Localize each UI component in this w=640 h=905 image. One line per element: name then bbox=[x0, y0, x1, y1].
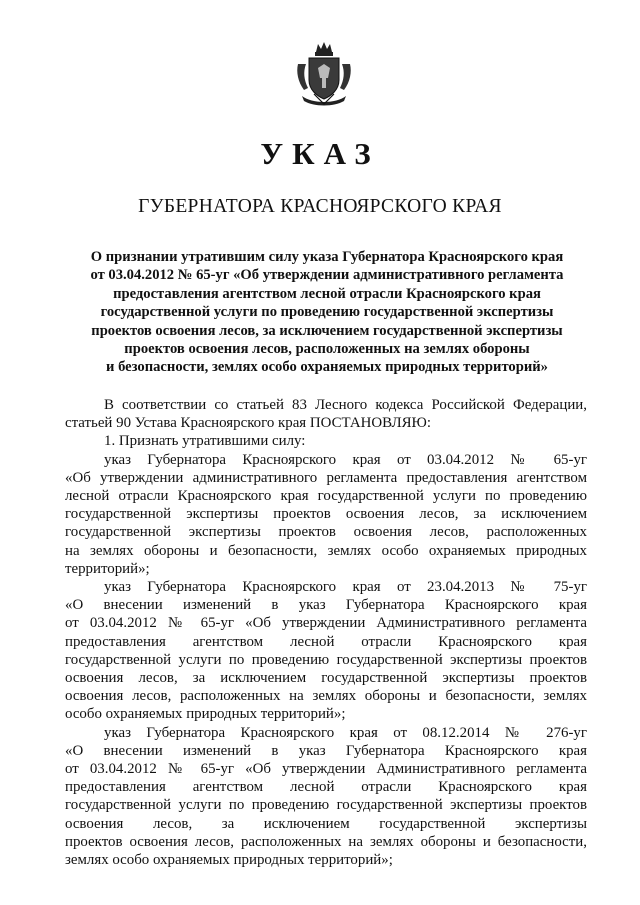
body-line: государственной экспертизы проектов освоения лесов, за исключением bbox=[65, 506, 587, 523]
body-line: освоения лесов, за исключением государственной экспертизы bbox=[65, 815, 587, 832]
body-line: 1. Признать утратившими силу: bbox=[104, 433, 306, 450]
body-line: государственной услуги по проведению государственной экспертизы проектов bbox=[65, 651, 587, 668]
body-line: государственной услуги по проведению государственной экспертизы проектов bbox=[65, 797, 587, 814]
body-line: «Об утверждении административного регламента предоставления агентством bbox=[65, 469, 587, 486]
preamble-paragraph bbox=[65, 396, 587, 432]
body-line: проектов освоения лесов, расположенных на землях обороны и безопасности, bbox=[65, 833, 587, 850]
body-line: указ Губернатора Красноярского края от 23.04.2013 № 75-уг bbox=[104, 579, 587, 596]
body-line: освоения лесов, расположенных на землях обороны и безопасности, землях bbox=[65, 688, 587, 705]
body-line: территорий»; bbox=[65, 560, 150, 577]
body-line: «О внесении изменений в указ Губернатора Красноярского края bbox=[65, 742, 587, 759]
document-heading bbox=[64, 248, 590, 377]
coat-of-arms-emblem bbox=[294, 38, 354, 108]
document-title: УКАЗ bbox=[260, 136, 380, 171]
clause-1-paragraph bbox=[65, 432, 587, 450]
body-line: землях особо охраняемых природных территорий»; bbox=[65, 852, 393, 869]
body-line: государственной экспертизы проектов освоения лесов, расположенных bbox=[65, 524, 587, 541]
document-issuer: ГУБЕРНАТОРА КРАСНОЯРСКОГО КРАЯ bbox=[138, 196, 502, 217]
body-line: освоения лесов, за исключением государственной экспертизы проектов bbox=[65, 670, 587, 687]
body-line: лесной отрасли Красноярского края государственной услуги по проведению bbox=[65, 488, 587, 505]
heading-line: и безопасности, землях особо охраняемых природных территорий» bbox=[106, 359, 548, 376]
heading-line: предоставления агентством лесной отрасли Красноярского края bbox=[113, 285, 541, 302]
body-line: В соответствии со статьей 83 Лесного кодекса Российской Федерации, bbox=[104, 397, 587, 413]
body-line: указ Губернатора Красноярского края от 03.04.2012 № 65-уг bbox=[104, 451, 587, 468]
document-body bbox=[65, 396, 587, 869]
repealed-decree-1 bbox=[65, 451, 587, 578]
body-line: от 03.04.2012 № 65-уг «Об утверждении Административного регламента bbox=[65, 761, 587, 778]
repealed-decree-2 bbox=[65, 578, 587, 724]
body-line: на землях обороны и безопасности, землях особо охраняемых природных bbox=[65, 542, 587, 559]
body-line: от 03.04.2012 № 65-уг «Об утверждении Административного регламента bbox=[65, 615, 587, 632]
body-line: «О внесении изменений в указ Губернатора Красноярского края bbox=[65, 597, 587, 614]
heading-line: проектов освоения лесов, расположенных на землях обороны bbox=[124, 341, 530, 358]
heading-line: О признании утратившим силу указа Губернатора Красноярского края bbox=[90, 249, 564, 265]
body-line: указ Губернатора Красноярского края от 08.12.2014 № 276-уг bbox=[104, 724, 587, 741]
body-line: предоставления агентством лесной отрасли Красноярского края bbox=[65, 633, 587, 650]
heading-line: от 03.04.2012 № 65-уг «Об утверждении административного регламента bbox=[90, 267, 564, 284]
body-line: особо охраняемых природных территорий»; bbox=[65, 706, 346, 723]
body-line: предоставления агентством лесной отрасли Красноярского края bbox=[65, 779, 587, 796]
repealed-decree-3 bbox=[65, 724, 587, 870]
body-line: статьей 90 Устава Красноярского края ПОСТАНОВЛЯЮ: bbox=[65, 415, 431, 432]
heading-line: проектов освоения лесов, за исключением государственной экспертизы bbox=[91, 322, 563, 339]
heading-line: государственной услуги по проведению государственной экспертизы bbox=[100, 304, 554, 321]
